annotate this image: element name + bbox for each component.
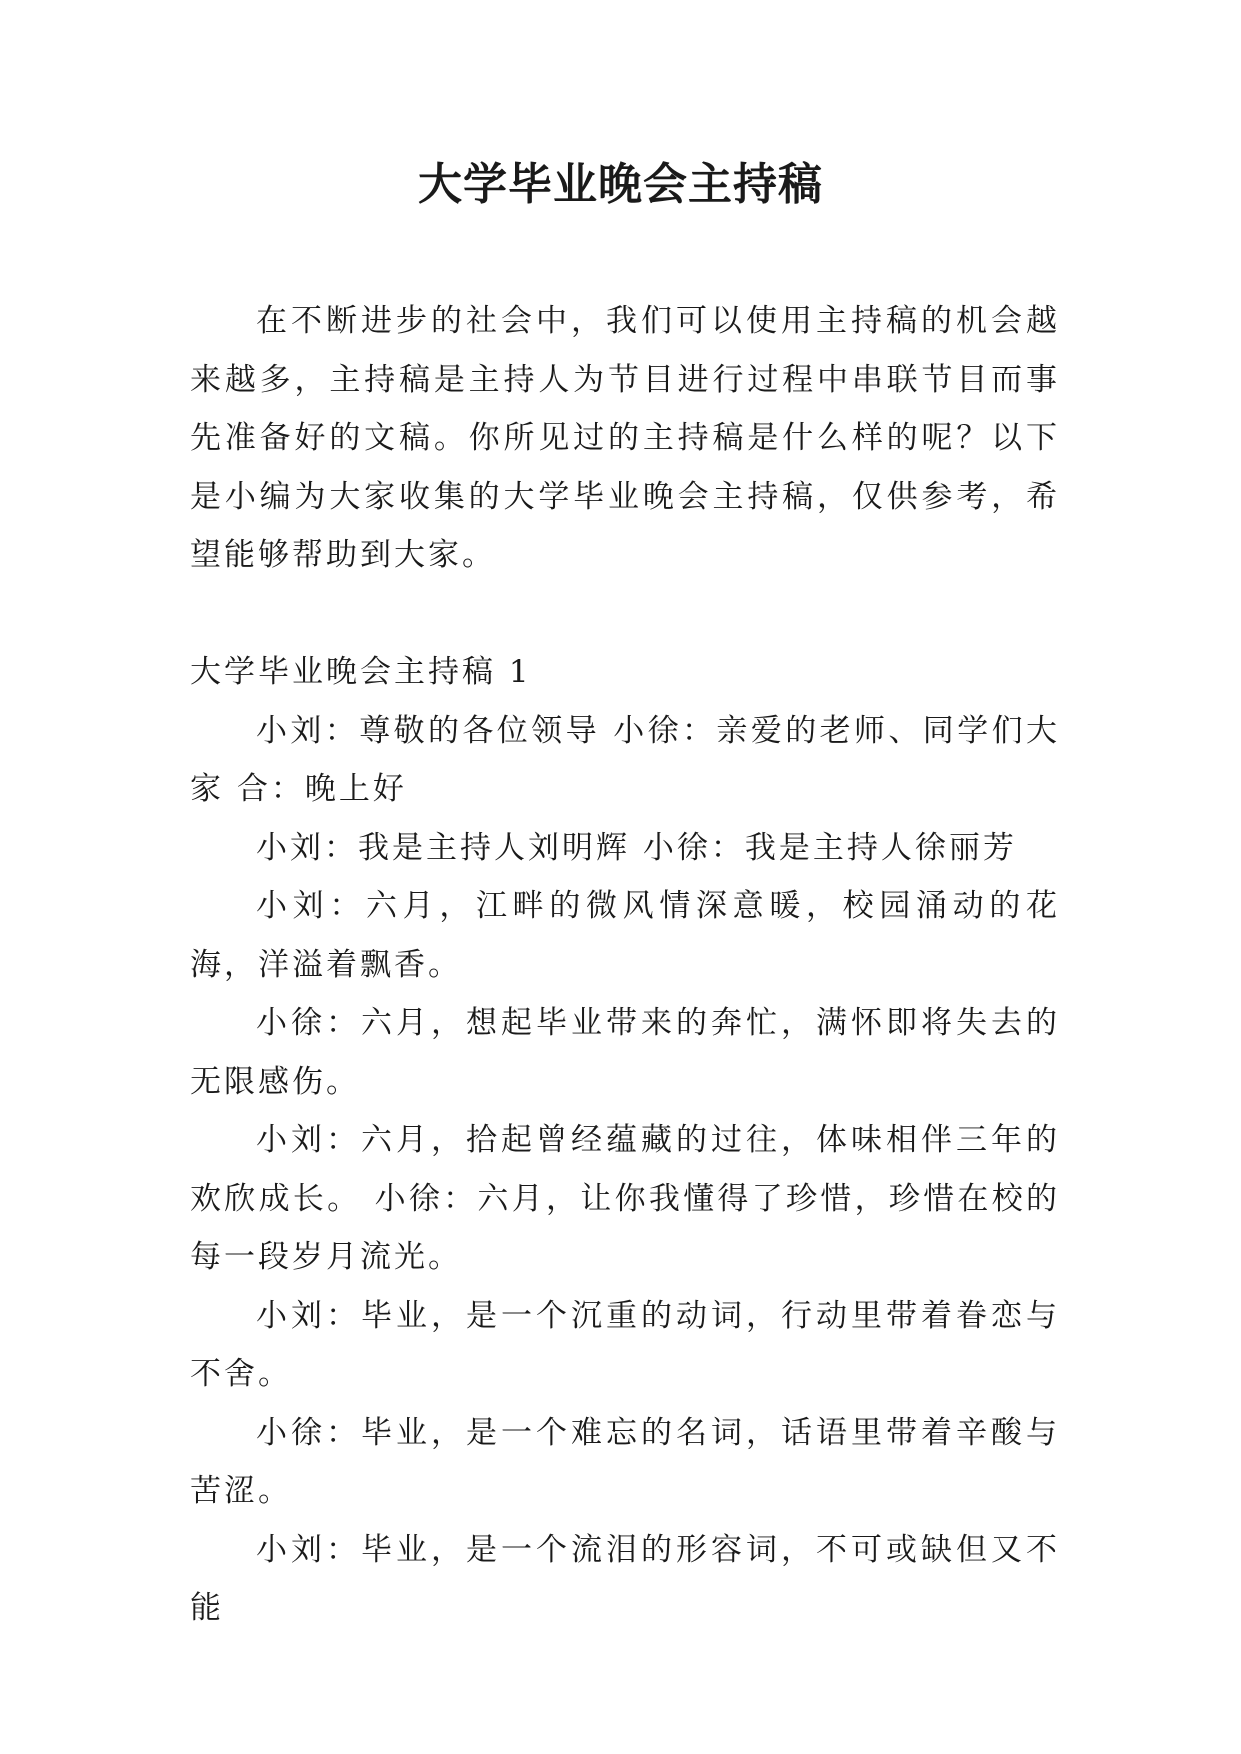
document-body: [190, 292, 1060, 1638]
dialogue-line: 小刘：毕业，是一个沉重的动词，行动里带着眷恋与不舍。: [190, 1297, 1060, 1392]
document-title: 大学毕业晚会主持稿: [418, 159, 823, 210]
dialogue-line: 小刘：毕业，是一个流泪的形容词，不可或缺但又不能: [190, 1531, 1060, 1626]
dialogue-line: 小刘：六月，江畔的微风情深意暖，校园涌动的花海，洋溢着飘香。: [190, 888, 1060, 983]
section-heading: 大学毕业晚会主持稿 1: [190, 654, 532, 690]
dialogue-line: 小刘：尊敬的各位领导 小徐：亲爱的老师、同学们大家 合：晚上好: [190, 712, 1060, 807]
dialogue-line: 小刘：我是主持人刘明辉 小徐：我是主持人徐丽芳: [256, 829, 1017, 866]
intro-paragraph: 在不断进步的社会中，我们可以使用主持稿的机会越来越多，主持稿是主持人为节目进行过程中串联节目而事先准备好的文稿。你所见过的主持稿是什么样的呢？以下是小编为大家收集的大学毕业晚会主持稿，仅供参考，希望能够帮助到大家。: [190, 303, 1060, 573]
dialogue-line: 小徐：六月，想起毕业带来的奔忙，满怀即将失去的无限感伤。: [190, 1005, 1060, 1100]
dialogue-line: 小刘：六月，拾起曾经蕴藏的过往，体味相伴三年的欢欣成长。 小徐：六月，让你我懂得了珍惜，珍惜在校的每一段岁月流光。: [190, 1122, 1060, 1275]
dialogue-line: 小徐：毕业，是一个难忘的名词，话语里带着辛酸与苦涩。: [190, 1414, 1060, 1509]
paragraph-gap: [190, 585, 1060, 644]
